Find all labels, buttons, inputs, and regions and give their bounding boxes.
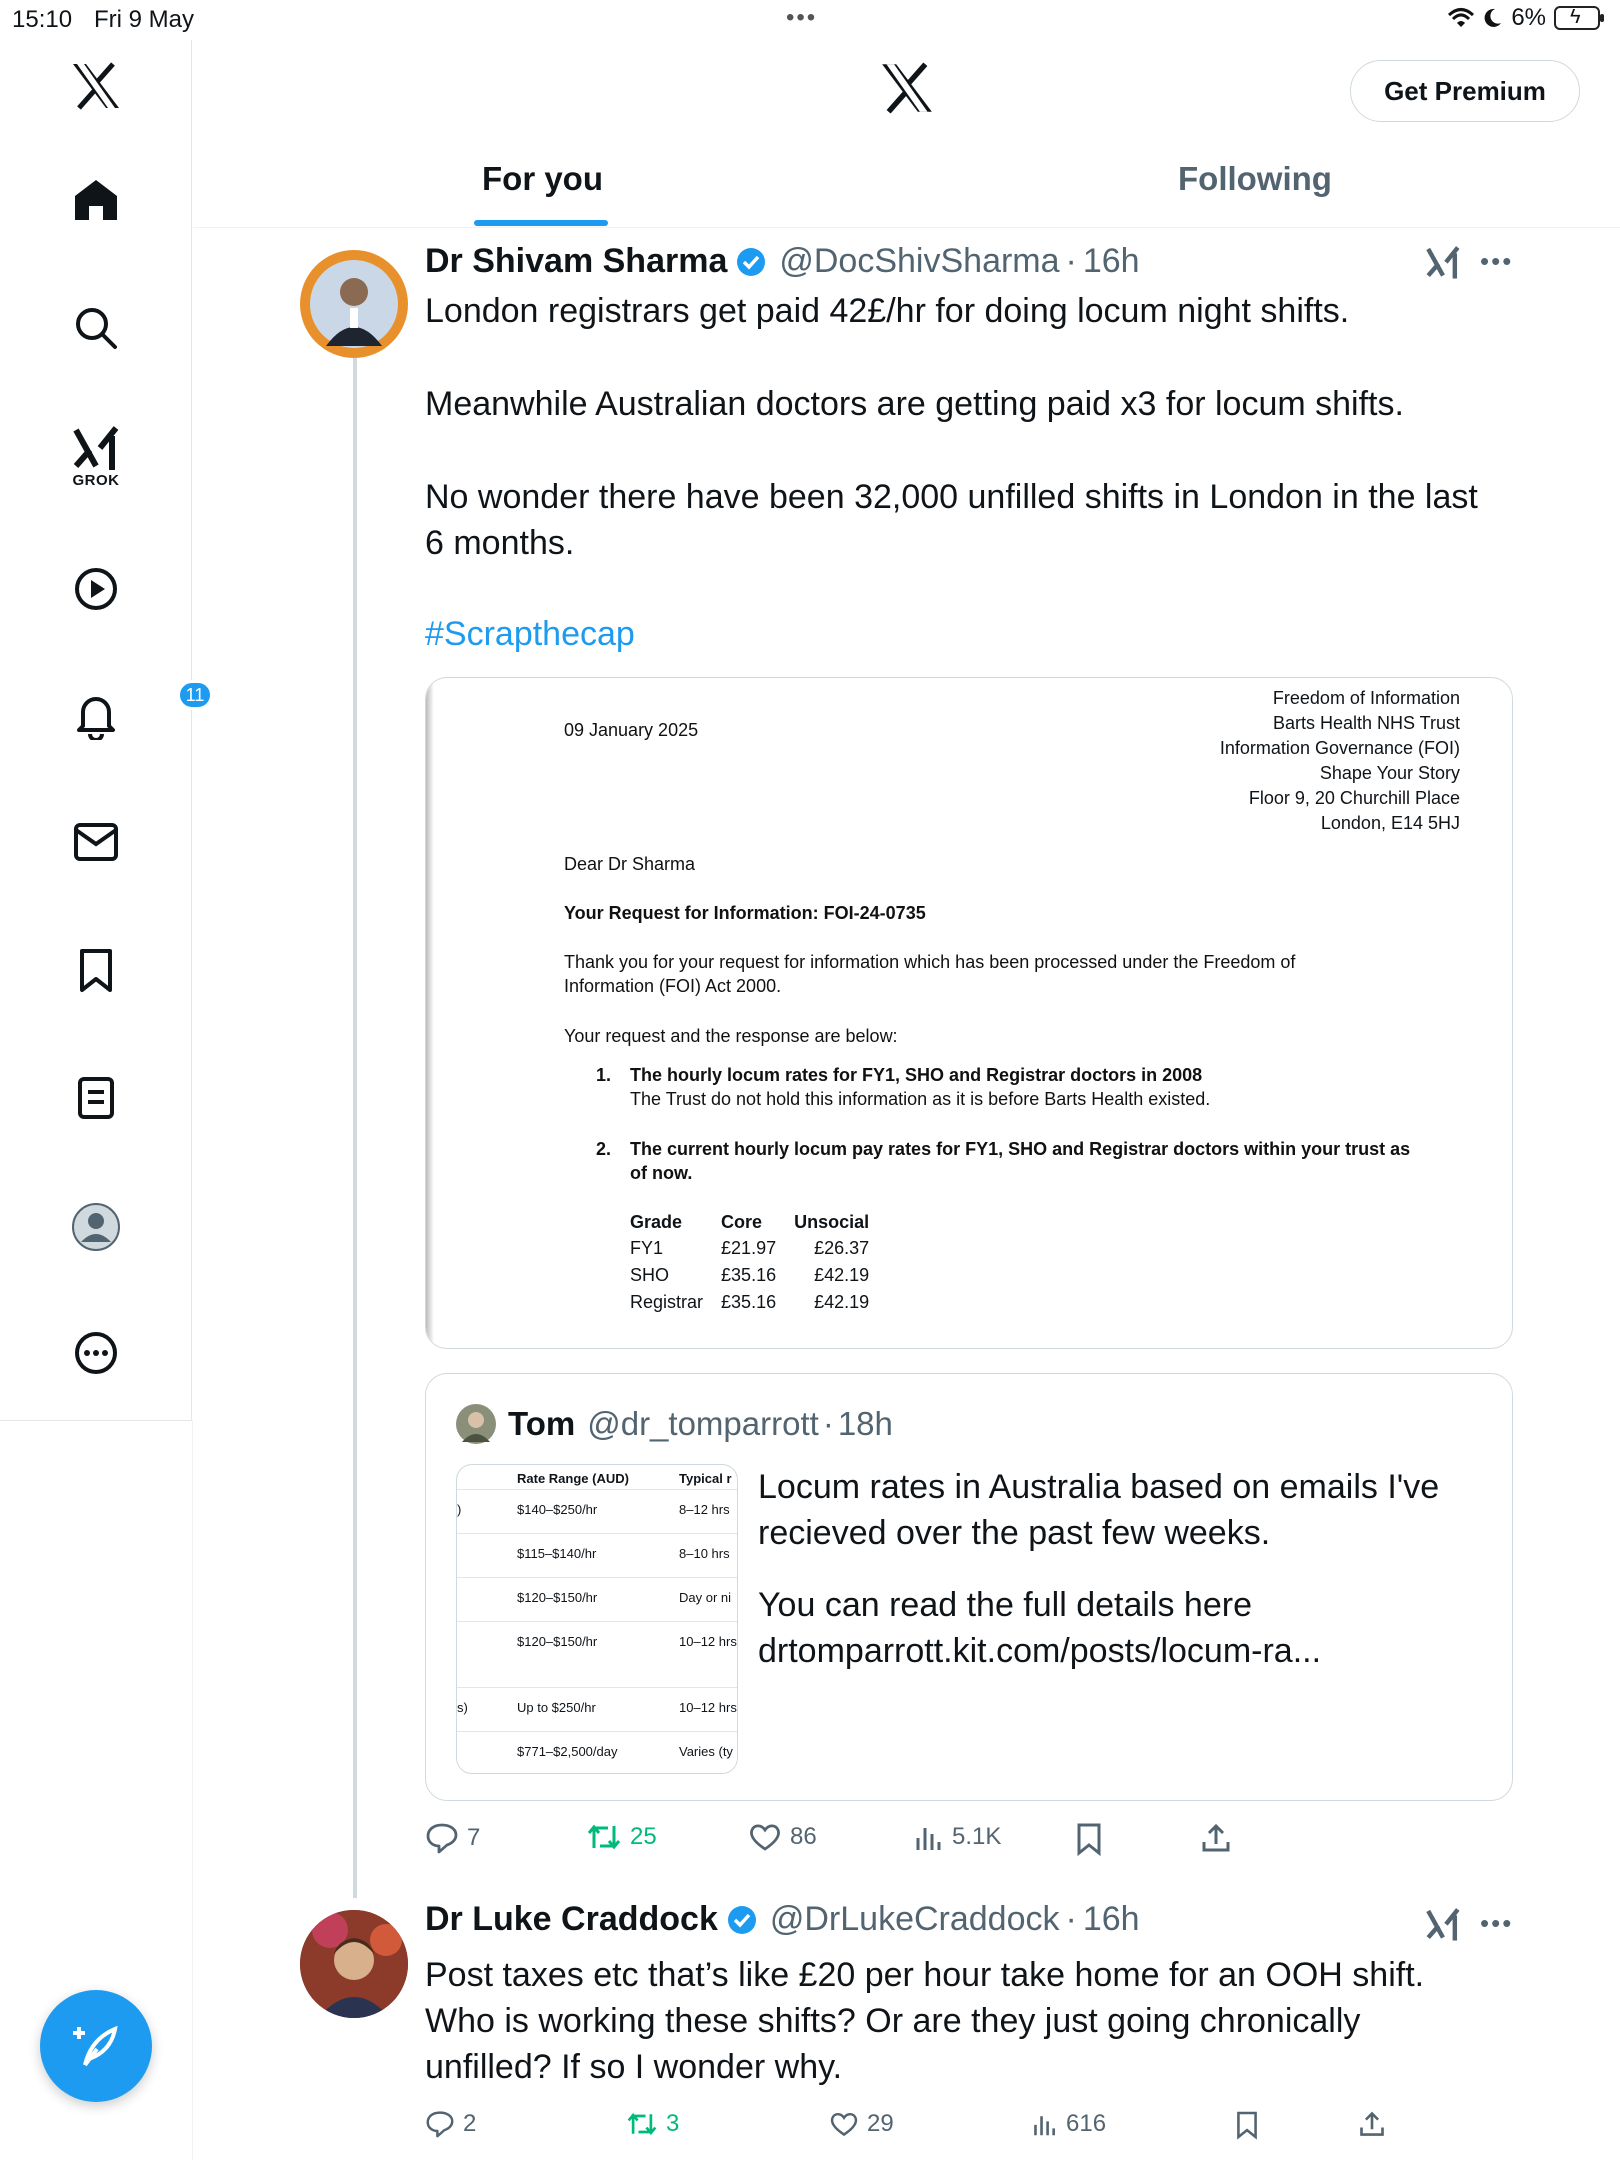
profile-avatar-icon[interactable] (0, 1202, 192, 1252)
share-button[interactable] (1200, 1822, 1232, 1854)
bookmark-icon (1075, 1822, 1103, 1856)
image-row: $115–$140/hr 8–10 hrs (457, 1533, 738, 1577)
author-name[interactable]: Dr Luke Craddock (425, 1900, 718, 1938)
quote-time: 18h (837, 1405, 893, 1442)
image-row: $120–$150/hr Day or ni (457, 1577, 738, 1621)
notification-badge: 11 (177, 680, 213, 710)
tweet-text: London registrars get paid 42£/hr for doing locum night shifts. Meanwhile Australian doctors are getting paid x3 for locum shifts. No wonder there have been 32,000 unfilled shifts in London in the last 6 months. #Scrapthecap (425, 288, 1478, 657)
status-icons (1447, 4, 1600, 32)
quote-header: Tom @dr_tomparrott · 18h (456, 1404, 893, 1444)
home-icon[interactable] (0, 178, 192, 222)
quoted-tweet[interactable] (425, 1373, 1513, 1801)
grok-explain-icon[interactable] (1425, 1908, 1461, 1942)
author-handle[interactable]: @DocShivSharma (779, 242, 1060, 280)
x-header-logo-icon[interactable] (880, 62, 934, 119)
status-bar (0, 0, 1620, 40)
get-premium-button[interactable]: Get Premium (1350, 60, 1580, 122)
bookmark-icon (1235, 2110, 1259, 2140)
battery-percent: 6% (1511, 4, 1546, 31)
sidebar-divider (0, 1420, 192, 1421)
doc-address: Freedom of Information Barts Health NHS Trust Information Governance (FOI) Shape Your Story Floor 9, 20 Churchill Place London, E14 5HJ (1219, 688, 1460, 833)
like-button[interactable]: 86 (748, 1822, 817, 1852)
mail-icon[interactable] (0, 822, 192, 862)
image-row: s) Up to $250/hr 10–12 hrs (457, 1687, 738, 1731)
grok-icon (72, 426, 120, 472)
views-button[interactable]: 616 (1032, 2110, 1106, 2138)
moon-icon (1483, 7, 1503, 29)
notifications-nav[interactable] (0, 684, 205, 740)
bookmark-icon[interactable] (0, 948, 192, 994)
multitask-dots[interactable]: ••• (786, 4, 818, 31)
share-button[interactable] (1358, 2110, 1386, 2138)
repost-button[interactable]: 3 (626, 2110, 679, 2138)
search-icon[interactable] (0, 306, 192, 350)
share-icon (1358, 2110, 1386, 2138)
reply-button[interactable]: 7 (425, 1822, 480, 1854)
tweet-header: Dr Luke Craddock @DrLukeCraddock · 16h (425, 1900, 1140, 1938)
author-handle[interactable]: @DrLukeCraddock (769, 1900, 1060, 1938)
tweet-time[interactable]: 16h (1082, 1900, 1140, 1938)
bookmark-button[interactable] (1075, 1822, 1103, 1856)
verified-badge-icon (726, 1904, 758, 1936)
column-divider (192, 1420, 193, 2160)
reply-button[interactable]: 2 (425, 2110, 476, 2138)
repost-icon (626, 2110, 658, 2138)
image-row: $771–$2,500/day Varies (ty (457, 1731, 738, 1774)
verified-badge-icon (735, 246, 767, 278)
image-row: ) $140–$250/hr 8–12 hrs (457, 1489, 738, 1533)
avatar (456, 1404, 496, 1444)
wifi-icon (1447, 7, 1475, 29)
grok-label: GROK (72, 472, 120, 489)
bell-icon (73, 692, 119, 740)
heart-icon (748, 1822, 782, 1852)
heart-icon (829, 2110, 859, 2138)
status-date: Fri 9 May (94, 6, 195, 33)
views-icon (914, 1822, 944, 1852)
tab-following[interactable]: Following (1178, 160, 1332, 197)
tweet-time[interactable]: 16h (1082, 242, 1140, 280)
tweet-text: Post taxes etc that’s like £20 per hour take home for an OOH shift. Who is working these shifts? Or are they just going chronically unfilled? If so I wonder why. (425, 1956, 1425, 2086)
compose-post-button[interactable] (40, 1990, 152, 2102)
status-time: 15:10 (12, 6, 73, 33)
tweet-header: Dr Shivam Sharma @DocShivSharma · 16h (425, 242, 1140, 280)
lists-icon[interactable] (0, 1076, 192, 1120)
battery-icon: ϟ (1554, 6, 1600, 30)
x-logo-icon[interactable] (0, 62, 192, 110)
bookmark-button[interactable] (1235, 2110, 1259, 2140)
share-icon (1200, 1822, 1232, 1854)
quote-text: Locum rates in Australia based on emails I've recieved over the past few weeks. You can read the full details here drtomparrott.kit.com/posts/locum-ra... (758, 1468, 1440, 1670)
author-name[interactable]: Dr Shivam Sharma (425, 242, 728, 280)
repost-button[interactable]: 25 (586, 1822, 657, 1852)
active-tab-indicator (474, 220, 608, 226)
video-icon[interactable] (0, 566, 192, 612)
feather-plus-icon (71, 2021, 121, 2071)
grok-nav[interactable] (0, 426, 192, 489)
views-button[interactable]: 5.1K (914, 1822, 1001, 1852)
hashtag-link[interactable]: #Scrapthecap (425, 615, 635, 653)
avatar[interactable] (300, 250, 408, 358)
tab-for-you[interactable]: For you (482, 160, 603, 197)
reply-icon (425, 1822, 459, 1854)
timeline-tabs (193, 140, 1620, 228)
avatar[interactable] (300, 1910, 408, 2018)
locum-rates-table: Grade Core Unsocial FY1 £21.97 £26.37 SHO £35.16 £42.19 Registrar £35.16 £42.19 (630, 1212, 870, 1312)
thread-line (353, 358, 357, 1898)
image-row: $120–$150/hr 10–12 hrs (457, 1621, 738, 1687)
reply-icon (425, 2110, 455, 2138)
grok-explain-icon[interactable] (1425, 246, 1461, 280)
attached-document-image[interactable]: 09 January 2025 Freedom of Information Barts Health NHS Trust Information Governance (FOI) Shape Your Story Floor 9, 20 Churchill Place London, E14 5HJ Dear Dr Sharma Your Request for Information: FOI-24-0735 Thank you for your request for information which has been processed under the Freedom of Information (FOI) Act 2000. Your request and the response are below: 1. The hourly locum rates for FY1, SHO and Registrar doctors in 2008 The Trust do not hold this information as it is before Barts Health existed. 2. The current hourly locum pay rates for FY1, SHO and Registrar doctors within your trust as of now. Grade Core Unsocial FY1 £21.97 £26.37 SHO £35.16 £42.19 Registrar £35.16 £42.19 (425, 677, 1513, 1349)
more-icon[interactable]: ••• (1480, 1908, 1514, 1938)
doc-date: 09 January 2025 (564, 720, 699, 740)
quote-author-name: Tom (508, 1405, 576, 1442)
like-button[interactable]: 29 (829, 2110, 894, 2138)
more-options-icon[interactable] (0, 1330, 192, 1376)
quote-author-handle: @dr_tomparrott (587, 1405, 819, 1442)
quote-image[interactable]: Rate Range (AUD) Typical r ) $140–$250/hr 8–12 hrs $115–$140/hr 8–10 hrs $120–$150/hr Day or ni $120–$150/hr 10–12 hrs s) Up to $250/hr 10–12 hrs $771–$2,500/day Varies (ty (456, 1464, 738, 1774)
repost-icon (586, 1822, 622, 1852)
more-icon[interactable]: ••• (1480, 246, 1514, 276)
views-icon (1032, 2111, 1058, 2137)
